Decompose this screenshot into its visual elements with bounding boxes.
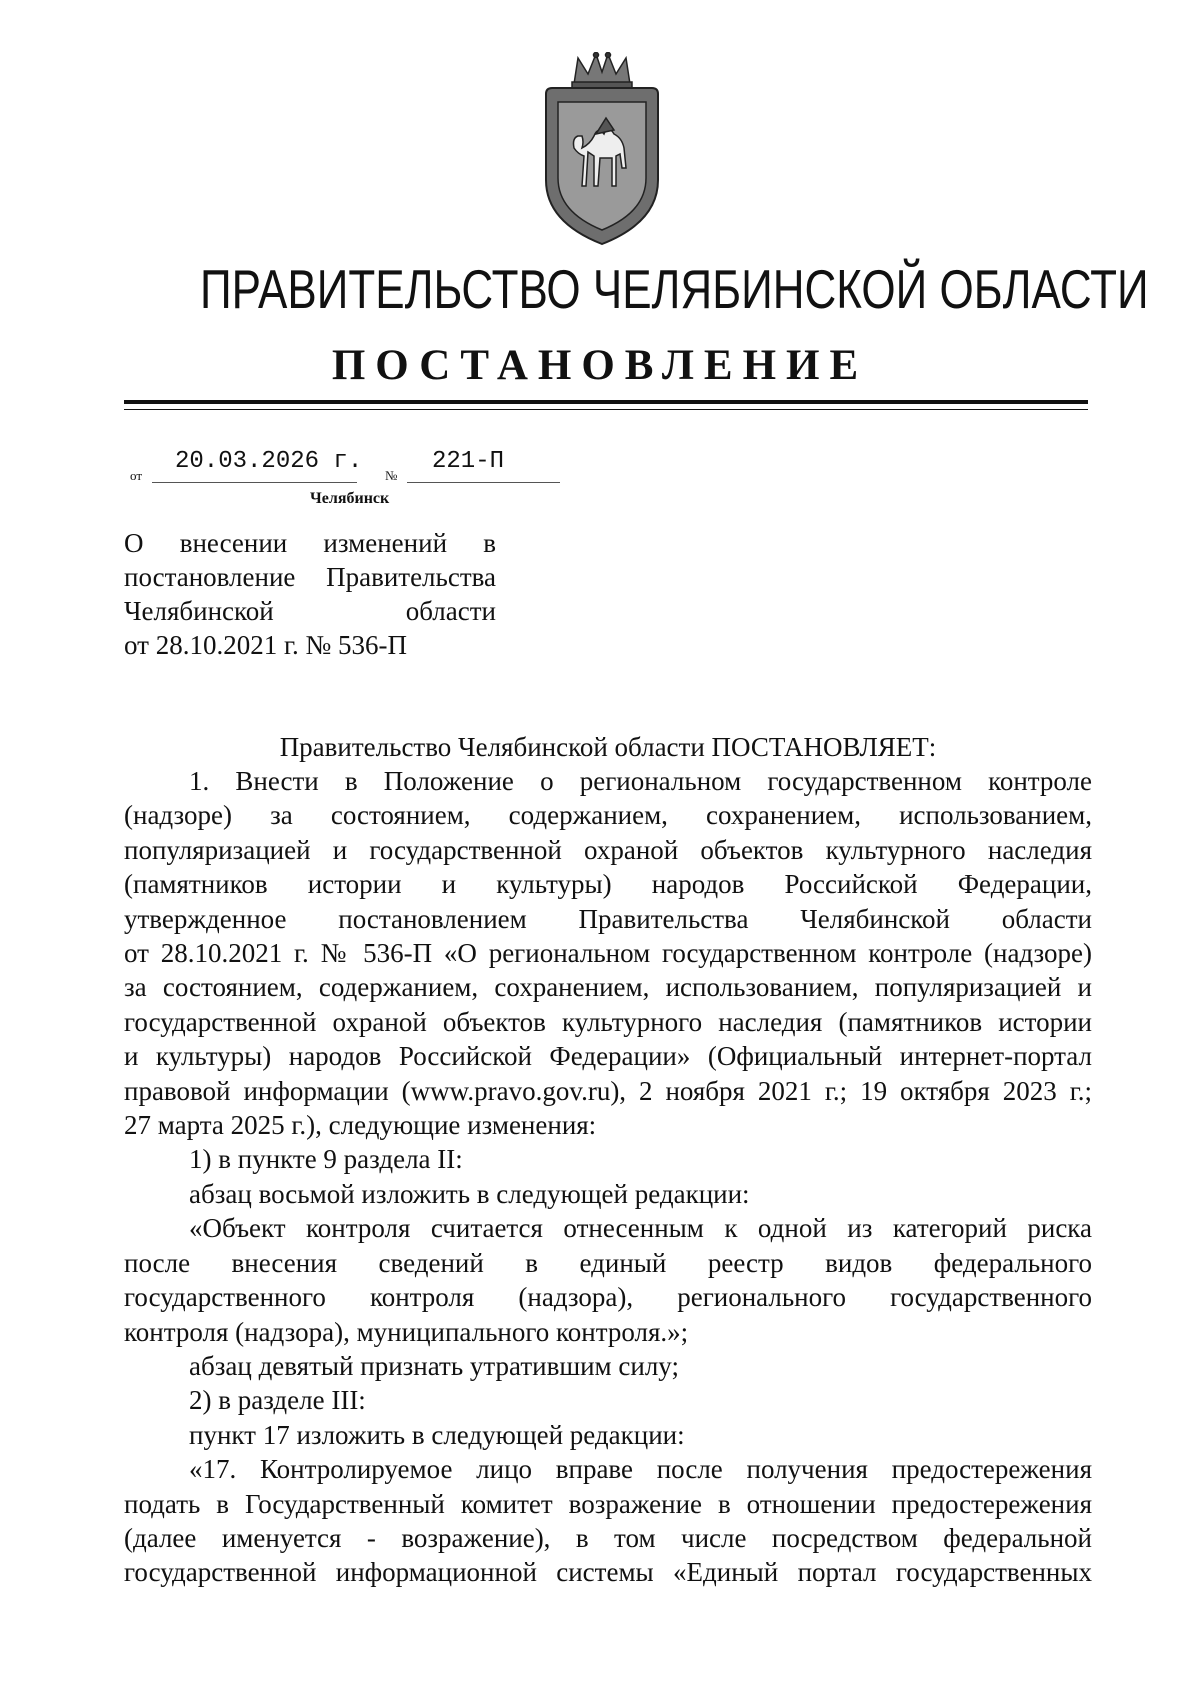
body-line: и культуры) народов Российской Федерации» (Официальный интернет-портал: [124, 1041, 1092, 1072]
document-type: ПОСТАНОВЛЕНИЕ: [331, 342, 869, 389]
body-line: абзац восьмой изложить в следующей редакции:: [189, 1178, 750, 1209]
document-subject: [124, 526, 496, 662]
number-prefix: №: [385, 468, 398, 483]
body-line: государственной информационной системы «Единый портал государственных: [124, 1557, 1092, 1588]
subject-line: Челябинской области: [124, 596, 496, 626]
body-line: 27 марта 2025 г.), следующие изменения:: [124, 1110, 597, 1141]
body-line: после внесения сведений в единый реестр видов федерального: [124, 1247, 1092, 1278]
body-line: пункт 17 изложить в следующей редакции:: [189, 1419, 685, 1450]
subject-line: О внесении изменений в: [124, 528, 496, 558]
body-line: (надзоре) за состоянием, содержанием, сохранением, использованием,: [124, 800, 1092, 831]
coat-of-arms-emblem: [538, 52, 666, 248]
body-line: популяризацией и государственной охраной объектов культурного наследия: [124, 834, 1092, 865]
header-rule-thin: [124, 409, 1088, 410]
body-line: подать в Государственный комитет возражение в отношении предостережения: [124, 1488, 1092, 1519]
number-underline: [407, 482, 560, 483]
body-line: от 28.10.2021 г. № 536-П «О региональном государственном контроле (надзоре): [124, 938, 1092, 969]
document-details: [130, 448, 560, 488]
body-line: 1. Внести в Положение о региональном государственном контроле: [189, 766, 1092, 796]
body-line: контроля (надзора), муниципального контроля.»;: [124, 1316, 689, 1347]
body-line: (далее именуется - возражение), в том числе посредством федеральной: [124, 1522, 1092, 1553]
body-line: (памятников истории и культуры) народов Российской Федерации,: [124, 869, 1092, 900]
body-line: правовой информации (www.pravo.gov.ru), 2 ноября 2021 г.; 19 октября 2023 г.;: [124, 1075, 1092, 1106]
document-date: 20.03.2026 г.: [175, 448, 363, 475]
body-line: утвержденное постановлением Правительства Челябинской области: [124, 903, 1092, 934]
subject-line: от 28.10.2021 г. № 536-П: [124, 630, 407, 660]
government-title: ПРАВИТЕЛЬСТВО ЧЕЛЯБИНСКОЙ ОБЛАСТИ: [200, 258, 1149, 320]
body-line: «17. Контролируемое лицо вправе после получения предостережения: [189, 1454, 1092, 1485]
date-prefix: от: [130, 468, 143, 483]
date-underline: [152, 482, 357, 483]
document-number: 221-П: [432, 448, 505, 475]
subject-line: постановление Правительства: [124, 562, 496, 592]
body-line: 2) в разделе III:: [189, 1385, 366, 1416]
header-rule-thick: [124, 400, 1088, 404]
document-body: [124, 764, 1092, 1590]
crown-icon: [572, 53, 632, 90]
body-line: за состоянием, содержанием, сохранением, использованием, популяризацией и: [124, 972, 1092, 1003]
body-line: абзац девятый признать утратившим силу;: [189, 1350, 679, 1381]
body-line: государственного контроля (надзора), регионального государственного: [124, 1282, 1092, 1313]
body-line: государственной охраной объектов культурного наследия (памятников истории: [124, 1006, 1092, 1037]
body-line: «Объект контроля считается отнесенным к одной из категорий риска: [189, 1213, 1092, 1244]
preamble: Правительство Челябинской области ПОСТАНОВЛЯЕТ:: [279, 732, 937, 762]
body-line: 1) в пункте 9 раздела II:: [189, 1144, 463, 1175]
city-name: Челябинск: [310, 490, 390, 507]
